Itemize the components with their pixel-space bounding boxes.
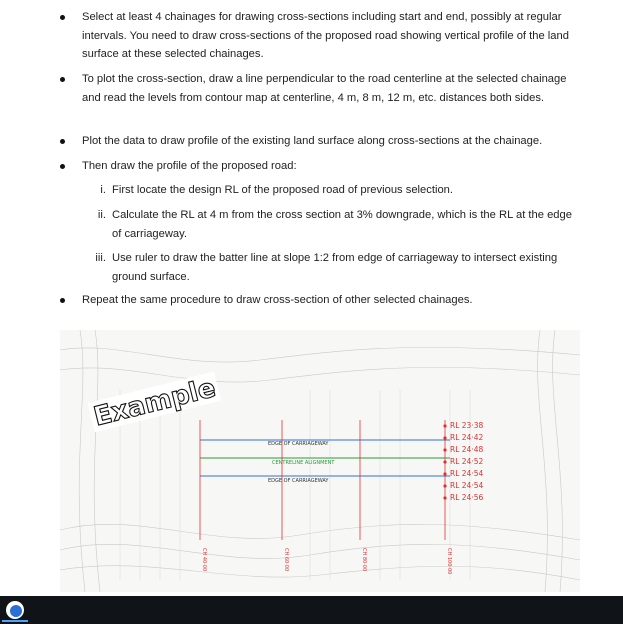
chainage-label: CH 80·00 [361,548,367,572]
stamp-text: Example [90,373,219,433]
rl-label: RL 24·56 [450,493,484,502]
bullet-item [82,132,572,151]
start-icon-inner [10,605,22,617]
bullet-item [82,291,572,310]
rl-label: RL 24·48 [450,445,484,454]
edge-label-top: EDGE OF CARRIAGEWAY [268,441,329,447]
rl-label: RL 24·54 [450,481,484,490]
bullet-item [82,157,572,176]
chainage-label: CH 60·00 [283,548,289,572]
active-indicator [2,620,28,622]
chainage-labels [201,548,452,574]
rl-label: RL 24·42 [450,433,484,442]
step-item [95,249,572,286]
bullet-text: Select at least 4 chainages for drawing cross-sections including start and end, possibly at regular intervals. You need to draw cross-sections of the proposed road showing vertical profile of the land surface at these selected chainages. [82,11,569,60]
step-number: ii. [97,209,106,221]
bullet-dot [60,298,65,303]
bullet-item [82,8,572,64]
taskbar [0,596,623,624]
bullet-text: Then draw the profile of the proposed road: [82,160,297,172]
bullet-dot [60,77,65,82]
bullet-text: Repeat the same procedure to draw cross-section of other selected chainages. [82,294,473,306]
contour-map-drawing [60,330,580,592]
bullet-dot [60,164,65,169]
step-item [100,181,572,200]
centerline-label: CENTRELINE ALIGNMENT [272,460,335,466]
windows-start-icon[interactable] [6,601,24,619]
bullet-dot [60,15,65,20]
step-text: Calculate the RL at 4 m from the cross section at 3% downgrade, which is the RL at the edge of carriageway. [112,209,572,240]
chainage-label: CH 40·00 [201,548,207,572]
edge-label-bottom: EDGE OF CARRIAGEWAY [268,478,329,484]
bullet-text: To plot the cross-section, draw a line perpendicular to the road centerline at the selected chainage and read the levels from contour map at centerline, 4 m, 8 m, 12 m, etc. distances both sides. [82,73,567,104]
rl-label: RL 24·52 [450,457,484,466]
rl-labels [450,421,483,502]
contour-map-figure [60,330,580,592]
step-text: First locate the design RL of the proposed road of previous selection. [112,184,453,196]
bullet-text: Plot the data to draw profile of the existing land surface along cross-sections at the chainage. [82,135,543,147]
step-number: i. [100,184,106,196]
step-item [97,206,572,243]
example-stamp [88,372,222,434]
step-text: Use ruler to draw the batter line at slope 1:2 from edge of carriageway to intersect existing ground surface. [112,252,558,283]
rl-label: RL 23·38 [450,421,484,430]
chainage-label: CH 100·00 [446,548,452,575]
grid-hatching [120,390,470,580]
rl-label: RL 24·54 [450,469,484,478]
bullet-item [82,70,572,107]
bullet-dot [60,139,65,144]
step-number: iii. [95,252,106,264]
